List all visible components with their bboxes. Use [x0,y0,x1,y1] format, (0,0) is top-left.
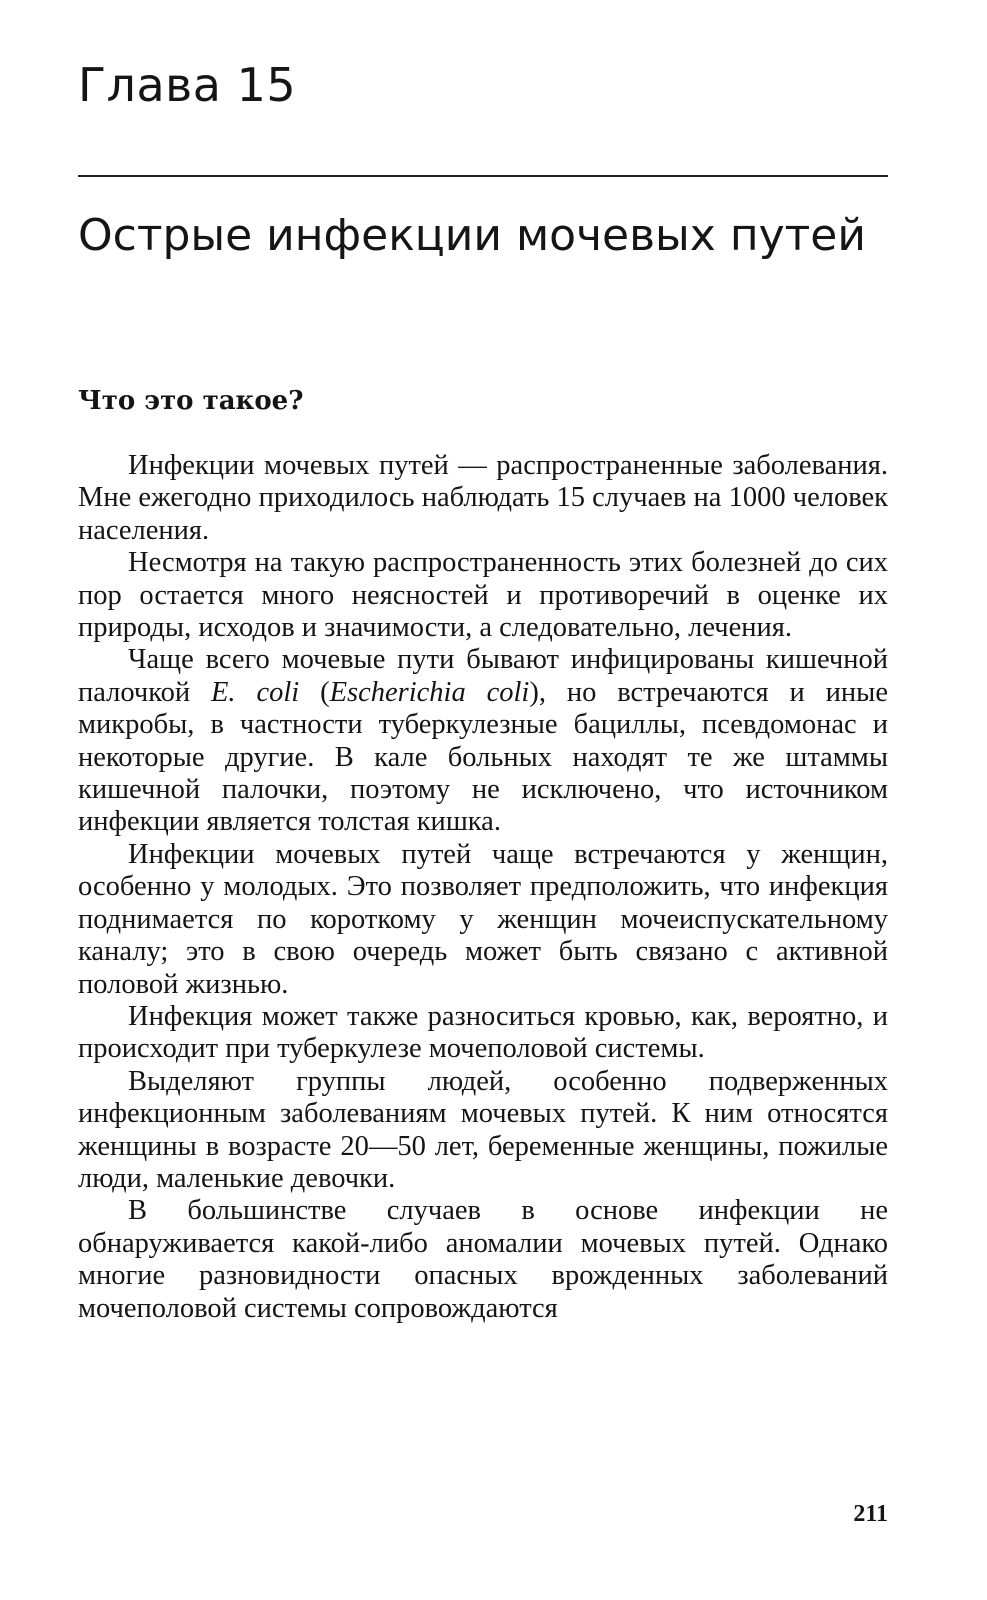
italic-term: E. coli [211,676,300,708]
paragraph-text: ( [299,676,330,708]
book-page [78,0,888,1600]
chapter-divider [78,175,888,177]
paragraph: Несмотря на такую распространенность этих болезней до сих пор остается много неясностей и противоречий в оценке их природы, исходов и значимости, а следовательно, лечения. [78,547,888,644]
section-heading: Что это такое? [78,386,304,416]
chapter-title: Острые инфекции мочевых путей [78,210,866,261]
paragraph-text: ), но встречаются и иные микробы, в частности туберкулезные бациллы, псевдомонас и некоторые другие. В кале больных находят те же штаммы кишечной палочки, поэтому не исключено, что источником инфекции является толстая кишка. [78,676,888,838]
paragraph: Инфекция может также разноситься кровью, как, вероятно, и происходит при туберкулезе мочеполовой системы. [78,1000,888,1065]
italic-term: Escherichia coli [329,676,530,708]
paragraph: Инфекции мочевых путей — распространенные заболевания. Мне ежегодно приходилось наблюдать 15 случаев на 1000 человек населения. [78,450,888,546]
page-number: 211 [853,1501,888,1527]
paragraph: Инфекции мочевых путей чаще встречаются у женщин, особенно у молодых. Это позволяет предположить, что инфекция поднимается по короткому у женщин мочеиспускательному каналу; это в свою очередь может быть связано с активной половой жизнью. [78,838,888,1000]
paragraph-text: Чаще всего мочевые пути бывают инфицированы кишечной палочкой [78,644,888,708]
body-text [78,450,888,1325]
paragraph: Выделяют группы людей, особенно подверженных инфекционным заболеваниям мочевых путей. К ним относятся женщины в возрасте 20—50 лет, беременные женщины, пожилые люди, маленькие девочки. [78,1065,888,1194]
paragraph [78,644,888,838]
paragraph: В большинстве случаев в основе инфекции не обнаруживается какой-либо аномалии мочевых путей. Однако многие разновидности опасных врожденных заболеваний мочеполовой системы сопровождаются [78,1195,888,1324]
chapter-label: Глава 15 [78,58,297,112]
